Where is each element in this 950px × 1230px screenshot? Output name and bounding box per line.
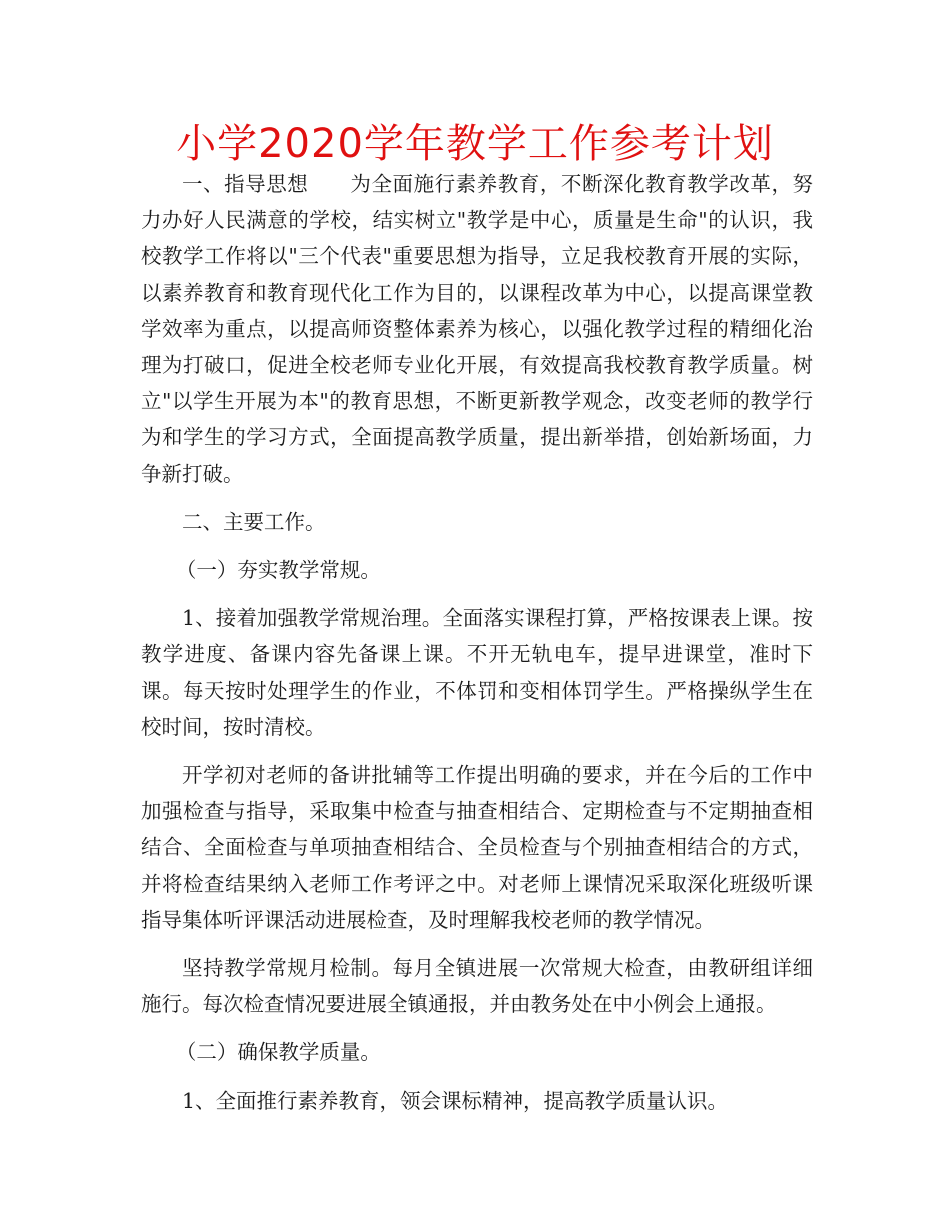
paragraph-quality-education: 1、全面推行素养教育，领会课标精神，提高教学质量认识。 <box>182 1088 729 1113</box>
paragraph-guiding-ideology: 一、指导思想 为全面施行素养教育，不断深化教育教学改革，努力办好人民满意的学校，结实树立"教学是中心，质量是生命"的认识，我校教学工作将以"三个代表"重要思想为指导，立足我校教育开展的实际，以素养教育和教育现代化工作为目的，以课程改革为中心，以提高课堂教学效率为重点，以提高师资整体素养为核心，以强化教学过程的精细化治理为打破口，促进全校老师专业化开展，有效提高我校教育教学质量。树立"以学生开展为本"的教育思想，不断更新教学观念，改变老师的教学行为和学生的学习方式，全面提高教学质量，提出新举措，创始新场面，力争新打破。 <box>141 172 813 486</box>
paragraph-monthly-check: 坚持教学常规月检制。每月全镇进展一次常规大检查，由教研组详细施行。每次检查情况要进展全镇通报，并由教务处在中小例会上通报。 <box>141 956 813 1017</box>
document-title: 小学2020学年教学工作参考计划 <box>176 121 774 167</box>
heading-teaching-routine: （一）夯实教学常规。 <box>175 558 381 583</box>
document-body <box>141 166 813 1131</box>
paragraph-inspection: 开学初对老师的备讲批辅等工作提出明确的要求，并在今后的工作中加强检查与指导，采取集中检查与抽查相结合、定期检查与不定期抽查相结合、全面检查与单项抽查相结合、全员检查与个别抽查相结合的方式，并将检查结果纳入老师工作考评之中。对老师上课情况采取深化班级听课指导集体听评课活动进展检查，及时理解我校老师的教学情况。 <box>141 763 813 932</box>
heading-teaching-quality: （二）确保教学质量。 <box>175 1040 381 1065</box>
heading-main-work: 二、主要工作。 <box>182 509 326 534</box>
paragraph-routine-management: 1、接着加强教学常规治理。全面落实课程打算，严格按课表上课。按教学进度、备课内容先备课上课。不开无轨电车，提早进课堂，准时下课。每天按时处理学生的作业，不体罚和变相体罚学生。严格操纵学生在校时间，按时清校。 <box>141 606 813 739</box>
